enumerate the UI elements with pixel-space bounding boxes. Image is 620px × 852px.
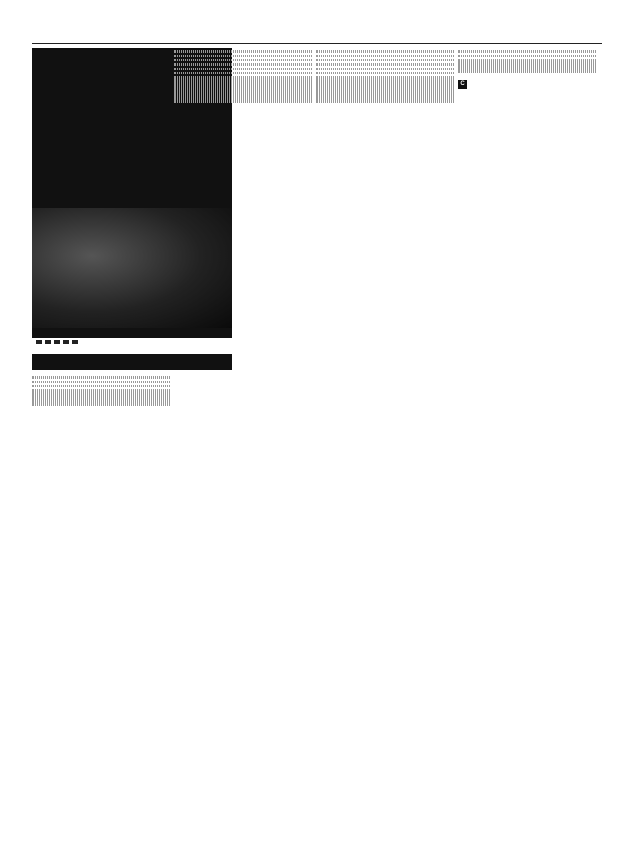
region-section-title	[458, 79, 596, 89]
ad-cinema-chip	[36, 340, 42, 344]
region-marker-icon: C	[458, 80, 467, 89]
listing-entry	[32, 405, 170, 406]
ad-cinema-chip	[45, 340, 51, 344]
listing-entry	[174, 56, 312, 57]
listing-entry	[174, 52, 312, 53]
listing-entry	[32, 386, 170, 387]
listing-entry	[458, 52, 596, 53]
listing-entry	[174, 60, 312, 61]
page-header	[32, 28, 602, 44]
listings-column-1	[32, 374, 170, 406]
listing-entry	[174, 73, 312, 74]
listing-entry	[316, 73, 454, 74]
listing-entry	[316, 69, 454, 70]
listings-column-2	[174, 48, 312, 103]
listing-entry	[174, 102, 312, 103]
ad-cinema-chips	[36, 340, 78, 344]
listing-entry	[174, 65, 312, 66]
ad-cinema-chip	[54, 340, 60, 344]
listing-entry	[174, 69, 312, 70]
listing-entry	[316, 65, 454, 66]
listing-entry	[32, 378, 170, 379]
listings-column-4	[458, 48, 596, 92]
ad-photo	[32, 208, 232, 328]
listings-column-3	[316, 48, 454, 103]
listing-entry	[316, 56, 454, 57]
listing-entry	[458, 56, 596, 57]
ad-cinema-chip	[72, 340, 78, 344]
listing-entry	[458, 72, 596, 73]
listing-entry	[32, 382, 170, 383]
listing-entry	[316, 102, 454, 103]
listing-entry	[316, 52, 454, 53]
listing-entry	[316, 60, 454, 61]
ad-cinema-chip	[63, 340, 69, 344]
